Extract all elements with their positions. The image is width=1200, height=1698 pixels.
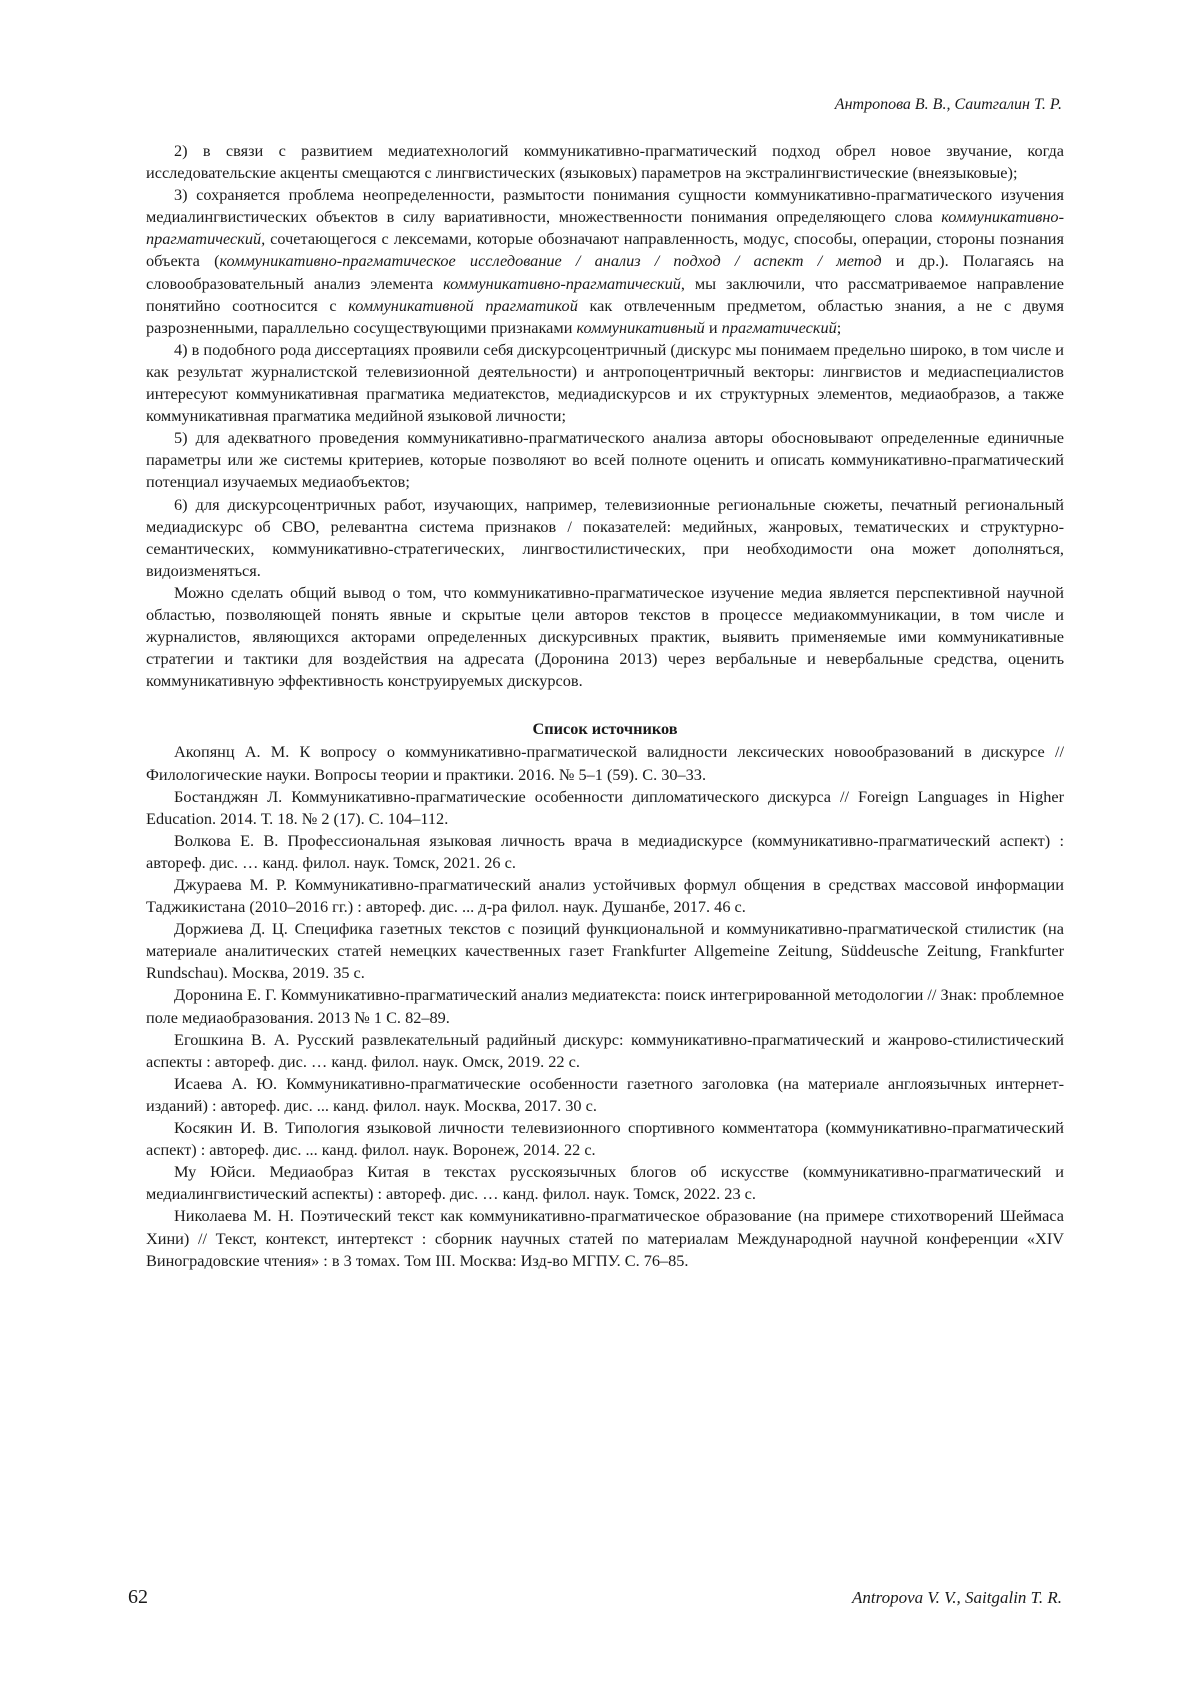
reference-item: Бостанджян Л. Коммуникативно-прагматические особенности дипломатического дискурса // Foreign Languages in Higher Education. 2014. Т. 18. № 2 (17). С. 104–112. [146, 786, 1064, 828]
page-number: 62 [128, 1586, 148, 1608]
running-foot-authors: Antropova V. V., Saitgalin T. R. [852, 1588, 1062, 1607]
reference-item: Косякин И. В. Типология языковой личности телевизионного спортивного комментатора (коммуникативно-прагматический аспект) : автореф. дис. ... канд. филол. наук. Воронеж, 2014. 22 с. [146, 1118, 1064, 1160]
reference-item: Акопянц А. М. К вопросу о коммуникативно-прагматической валидности лексических новообразований в дискурсе // Филологические науки. Вопросы теории и практики. 2016. № 5–1 (59). С. 30–33. [146, 742, 1064, 784]
text-run: , мы заключили, что рассматриваемое направление понятийно соотносится с [146, 273, 1064, 315]
reference-item: Исаева А. Ю. Коммуникативно-прагматические особенности газетного заголовка (на материале англоязычных интернет-изданий) : автореф. дис. ... канд. филол. наук. Москва, 2017. 30 с. [146, 1073, 1064, 1115]
article-body [146, 140, 1064, 1272]
text-run: и [704, 317, 722, 337]
italic-term: прагматический [721, 317, 837, 337]
body-paragraph [146, 494, 1064, 582]
italic-term: коммуникативно-прагматический, [146, 207, 1064, 249]
italic-term: коммуникативный [576, 317, 705, 337]
reference-item: Доржиева Д. Ц. Специфика газетных текстов с позиций функциональной и коммуникативно-прагматической стилистик (на материале аналитических статей немецких качественных газет Frankfurter Allgemeine Zeitung, Süddeusche Zeitung, Frankfurter Rundschau). Москва, 2019. 35 с. [146, 919, 1064, 983]
body-paragraph [146, 582, 1064, 692]
references-title: Список источников [532, 719, 678, 739]
italic-term: коммуникативно-прагматическое исследование / анализ / подход / аспект / метод [219, 251, 882, 271]
reference-item: Джураева М. Р. Коммуникативно-прагматический анализ устойчивых формул общения в средствах массовой информации Таджикистана (2010–2016 гг.) : автореф. дис. ... д-ра филол. наук. Душанбе, 2017. 46 с. [146, 875, 1064, 917]
running-head-authors: Антропова В. В., Саитгалин Т. Р. [834, 96, 1062, 113]
text-run: сочетающегося с лексемами, которые обозначают направленность, модус, способы, операции, стороны познания объекта ( [146, 229, 1064, 271]
body-paragraph [146, 427, 1064, 493]
reference-item: Му Юйси. Медиаобраз Китая в текстах русскоязычных блогов об искусстве (коммуникативно-прагматический и медиалингвистический аспекты) : автореф. дис. … канд. филол. наук. Томск, 2022. 23 с. [146, 1162, 1064, 1204]
text-run: и др.). Полагаясь на словообразовательный анализ элемента [146, 251, 1064, 293]
reference-item: Волкова Е. В. Профессиональная языковая личность врача в медиадискурсе (коммуникативно-прагматический аспект) : автореф. дис. … канд. филол. наук. Томск, 2021. 26 с. [146, 830, 1064, 872]
body-paragraph [146, 184, 1064, 339]
text-run: 3) сохраняется проблема неопределенности, размытости понимания сущности коммуникативно-прагматического изучения медиалингвистических объектов в силу вариативности, множественности понимания определяющего слова [146, 185, 1064, 227]
body-paragraphs [146, 140, 1064, 692]
text-run: как отвлеченным предметом, областью знания, а не с двумя разрозненными, параллельно сосуществующими признаками [146, 295, 1065, 337]
text-run: 4) в подобного рода диссертациях проявили себя дискурсоцентричный (дискурс мы понимаем предельно широко, в том числе и как результат журналистской телевизионной деятельности) и антропоцентричный векторы: лингвистов и медиаспециалистов интересуют коммуникативная прагматика медиатекстов, медиадискурсов и их структурных элементов, медиаобразов, а также коммуникативная прагматика медийной языковой личности; [146, 339, 1064, 426]
text-run: 5) для адекватного проведения коммуникативно-прагматического анализа авторы обосновывают определенные единичные параметры или же системы критериев, которые позволяют во всей полноте оценить и описать коммуникативно-прагматический потенциал изучаемых медиаобъектов; [146, 428, 1064, 492]
text-run: 6) для дискурсоцентричных работ, изучающих, например, телевизионные региональные сюжеты, печатный региональный медиадискурс об СВО, релевантна система признаков / показателей: медийных, жанровых, тематических и структурно-семантических, коммуникативно-стратегических, лингвостилистических, при необходимости она может дополняться, видоизменяться. [146, 494, 1064, 580]
reference-item: Николаева М. Н. Поэтический текст как коммуникативно-прагматическое образование (на примере стихотворений Шеймаса Хини) // Текст, контекст, интертекст : сборник научных статей по материалам Международной научной конференции «XIV Виноградовские чтения» : в 3 томах. Том III. Москва: Изд-во МГПУ. С. 76–85. [146, 1206, 1064, 1270]
italic-term: коммуникативно-прагматический [443, 273, 681, 293]
reference-item: Доронина Е. Г. Коммуникативно-прагматический анализ медиатекста: поиск интегрированной методологии // Знак: проблемное поле медиаобразования. 2013 № 1 С. 82–89. [146, 985, 1064, 1027]
italic-term: коммуникативной прагматикой [348, 295, 578, 315]
text-run: ; [836, 317, 842, 337]
body-paragraph [146, 339, 1064, 427]
text-run: 2) в связи с развитием медиатехнологий коммуникативно-прагматический подход обрел новое звучание, когда исследовательские акценты смещаются с лингвистических (языковых) параметров на экстралингвистические (внеязыковые); [146, 141, 1064, 183]
body-paragraph [146, 140, 1064, 184]
references-list [146, 741, 1064, 1271]
reference-item: Егошкина В. А. Русский развлекательный радийный дискурс: коммуникативно-прагматический и жанрово-стилистический аспекты : автореф. дис. … канд. филол. наук. Омск, 2019. 22 с. [146, 1029, 1064, 1071]
text-run: Можно сделать общий вывод о том, что коммуникативно-прагматическое изучение медиа является перспективной научной областью, позволяющей понять явные и скрытые цели авторов текстов в процессе медиакоммуникации, в том числе и журналистов, являющихся акторами определенных дискурсивных практик, выявить применяемые ими коммуникативные стратегии и тактики для воздействия на адресата (Доронина 2013) через вербальные и невербальные средства, оценить коммуникативную эффективность конструируемых дискурсов. [146, 582, 1064, 691]
